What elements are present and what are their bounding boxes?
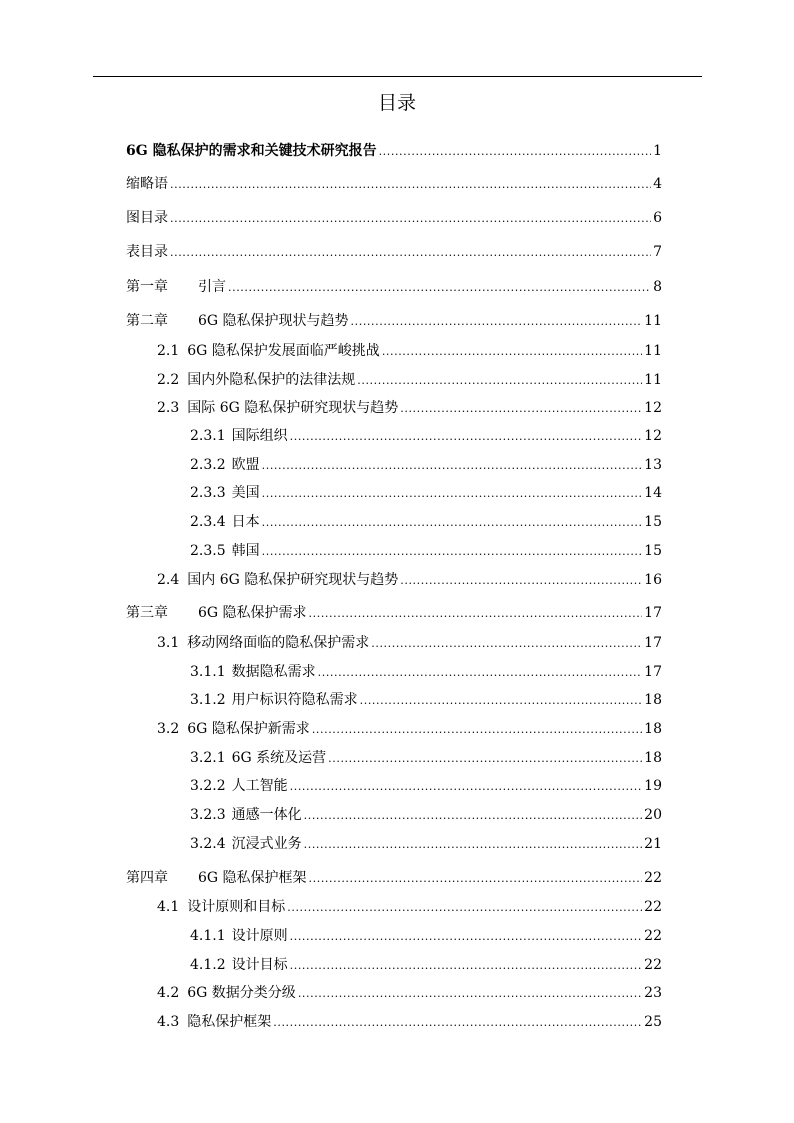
toc-entry[interactable] <box>190 776 662 796</box>
toc-entry-text: 通感一体化 <box>231 807 302 823</box>
toc-page-number: 1 <box>653 143 662 159</box>
toc-entry[interactable] <box>157 897 662 917</box>
toc-entry-text: 隐私保护框架 <box>187 1014 272 1030</box>
toc-entry-text: 日本 <box>231 514 260 530</box>
toc-entry-text: 美国 <box>231 485 260 501</box>
toc-entry-text: 设计目标 <box>231 957 288 973</box>
toc-entry-number: 4.1 <box>157 899 180 915</box>
toc-entry-text: 图目录 <box>126 210 168 226</box>
toc-page-number: 25 <box>644 1014 662 1030</box>
toc-dot-leader <box>400 399 642 419</box>
toc-entry-text: 韩国 <box>231 543 260 559</box>
toc-entry-number: 3.2.2 <box>190 778 226 794</box>
toc-entry-label <box>190 455 260 475</box>
toc-entry[interactable] <box>126 868 662 888</box>
toc-entry-label <box>126 242 168 262</box>
toc-entry-text: 6G 隐私保护的需求和关键技术研究报告 <box>126 143 377 159</box>
toc-entry-number: 3.2.3 <box>190 807 226 823</box>
toc-dot-leader <box>273 1013 642 1033</box>
toc-entry-label <box>190 541 260 561</box>
toc-dot-leader <box>318 663 643 683</box>
toc-entry-text: 设计原则 <box>231 928 288 944</box>
toc-page-number: 21 <box>644 836 662 852</box>
toc-page-number: 18 <box>644 721 662 737</box>
toc-entry-number: 4.1.2 <box>190 957 226 973</box>
toc-entry-number: 第四章 <box>126 870 168 886</box>
toc-dot-leader <box>262 484 643 504</box>
toc-entry-number: 2.3 <box>157 400 180 416</box>
toc-entry-label <box>190 748 326 768</box>
toc-entry[interactable] <box>190 805 662 825</box>
toc-entry-number: 4.3 <box>157 1014 180 1030</box>
toc-entry-number: 2.3.5 <box>190 543 226 559</box>
toc-page-number: 22 <box>644 899 662 915</box>
toc-page-number: 8 <box>653 279 662 295</box>
toc-entry[interactable] <box>190 512 662 532</box>
toc-entry-number: 第二章 <box>126 313 168 329</box>
toc-dot-leader <box>382 342 642 362</box>
toc-entry-label <box>126 141 377 161</box>
toc-entry[interactable] <box>126 242 662 262</box>
toc-entry-number: 3.2 <box>157 721 180 737</box>
toc-entry-text: 设计原则和目标 <box>187 899 286 915</box>
toc-entry[interactable] <box>126 141 662 161</box>
toc-entry[interactable] <box>126 174 662 194</box>
toc-entry-number: 3.2.4 <box>190 836 226 852</box>
toc-dot-leader <box>290 427 643 447</box>
toc-entry-label <box>157 719 310 739</box>
toc-entry-label <box>190 426 288 446</box>
toc-entry[interactable] <box>126 208 662 228</box>
toc-entry-text: 6G 隐私保护需求 <box>198 605 307 621</box>
toc-page-number: 11 <box>644 343 662 359</box>
toc-entry-number: 第三章 <box>126 605 168 621</box>
toc-entry[interactable] <box>190 926 662 946</box>
toc-page-number: 19 <box>644 778 662 794</box>
toc-entry-text: 国际组织 <box>231 428 288 444</box>
toc-entry-number: 3.1.2 <box>190 692 226 708</box>
toc-entry[interactable] <box>190 662 662 682</box>
toc-entry-label <box>157 398 398 418</box>
toc-entry-number: 3.2.1 <box>190 750 226 766</box>
toc-page-number: 20 <box>644 807 662 823</box>
toc-dot-leader <box>170 175 651 195</box>
toc-entry-number: 第一章 <box>126 279 168 295</box>
toc-dot-leader <box>304 806 643 826</box>
toc-entry-label <box>157 897 285 917</box>
toc-entry-label <box>126 868 307 888</box>
toc-entry[interactable] <box>157 341 662 361</box>
toc-entry-text: 沉浸式业务 <box>231 836 302 852</box>
toc-page-number: 6 <box>653 210 662 226</box>
toc-dot-leader <box>309 869 643 889</box>
toc-entry-label <box>190 955 288 975</box>
toc-dot-leader <box>357 371 642 391</box>
toc-dot-leader <box>228 278 651 298</box>
toc-dot-leader <box>262 542 643 562</box>
toc-page-number: 11 <box>644 313 662 329</box>
toc-dot-leader <box>170 209 651 229</box>
toc-dot-leader <box>262 513 643 533</box>
toc-entry-text: 6G 隐私保护框架 <box>198 870 307 886</box>
toc-page-number: 13 <box>644 457 662 473</box>
toc-page-number: 4 <box>653 176 662 192</box>
toc-entry-number: 3.1.1 <box>190 664 226 680</box>
toc-page-number: 22 <box>644 928 662 944</box>
toc-dot-leader <box>379 142 652 162</box>
toc-page-number: 7 <box>653 244 662 260</box>
toc-dot-leader <box>298 984 642 1004</box>
toc-entry[interactable] <box>190 834 662 854</box>
toc-dot-leader <box>290 777 643 797</box>
toc-dot-leader <box>360 691 643 711</box>
toc-entry-number: 2.3.2 <box>190 457 226 473</box>
toc-entry-text: 数据隐私需求 <box>231 664 316 680</box>
toc-entry[interactable] <box>190 690 662 710</box>
toc-page-number: 17 <box>644 664 662 680</box>
toc-entry-label <box>190 662 316 682</box>
toc-entry-text: 缩略语 <box>126 176 168 192</box>
toc-dot-leader <box>287 898 642 918</box>
toc-entry-label <box>190 483 260 503</box>
toc-entry[interactable] <box>157 370 662 390</box>
toc-dot-leader <box>312 720 642 740</box>
toc-page-number: 12 <box>644 428 662 444</box>
toc-entry[interactable] <box>157 719 662 739</box>
toc-entry-number: 2.2 <box>157 372 180 388</box>
toc-dot-leader <box>290 927 643 947</box>
toc-entry-label <box>190 690 358 710</box>
toc-entry-label <box>157 633 369 653</box>
toc-entry-text: 国内 6G 隐私保护研究现状与趋势 <box>187 572 399 588</box>
toc-page-number: 18 <box>644 750 662 766</box>
toc-entry-number: 2.1 <box>157 343 180 359</box>
toc-entry-label <box>157 341 380 361</box>
toc-entry-text: 6G 隐私保护现状与趋势 <box>198 313 349 329</box>
toc-entry[interactable] <box>126 277 662 297</box>
toc-page-number: 23 <box>644 985 662 1001</box>
toc-entry-label <box>126 311 349 331</box>
toc-page-number: 22 <box>644 957 662 973</box>
toc-entry-label <box>157 570 398 590</box>
toc-entry-text: 用户标识符隐私需求 <box>231 692 358 708</box>
toc-entry[interactable] <box>190 541 662 561</box>
toc-dot-leader <box>170 243 651 263</box>
toc-entry-label <box>190 805 302 825</box>
toc-entry-text: 移动网络面临的隐私保护需求 <box>187 635 370 651</box>
toc-entry-text: 6G 隐私保护新需求 <box>187 721 310 737</box>
toc-dot-leader <box>309 604 643 624</box>
toc-dot-leader <box>304 835 643 855</box>
toc-dot-leader <box>328 749 642 769</box>
toc-page-number: 22 <box>644 870 662 886</box>
toc-entry[interactable] <box>157 398 662 418</box>
toc-entry[interactable] <box>190 455 662 475</box>
toc-entry-label <box>190 776 288 796</box>
toc-page-number: 15 <box>644 514 662 530</box>
toc-entry[interactable] <box>157 983 662 1003</box>
toc-entry-label <box>190 512 260 532</box>
toc-entry-text: 国际 6G 隐私保护研究现状与趋势 <box>187 400 399 416</box>
toc-page-number: 18 <box>644 692 662 708</box>
toc-entry-label <box>157 983 296 1003</box>
toc-entry-text: 人工智能 <box>231 778 288 794</box>
toc-entry-text: 6G 系统及运营 <box>231 750 327 766</box>
toc-entry-number: 2.3.3 <box>190 485 226 501</box>
toc-entry[interactable] <box>157 570 662 590</box>
toc-entry-number: 2.3.1 <box>190 428 226 444</box>
toc-entry-number: 2.4 <box>157 572 180 588</box>
toc-entry-text: 6G 数据分类分级 <box>187 985 296 1001</box>
toc-dot-leader <box>400 571 642 591</box>
toc-entry-label <box>190 834 302 854</box>
toc-entry-label <box>157 370 355 390</box>
toc-entry[interactable] <box>157 1012 662 1032</box>
toc-entry-label <box>157 1012 271 1032</box>
toc-dot-leader <box>262 456 643 476</box>
toc-entry-label <box>126 277 226 297</box>
toc-page-number: 11 <box>644 372 662 388</box>
toc-entry[interactable] <box>126 603 662 623</box>
toc-page-number: 14 <box>644 485 662 501</box>
toc-entry-number: 4.1.1 <box>190 928 226 944</box>
toc-entry-text: 国内外隐私保护的法律法规 <box>187 372 356 388</box>
toc-dot-leader <box>371 634 642 654</box>
toc-entry[interactable] <box>190 426 662 446</box>
toc-entry-number: 4.2 <box>157 985 180 1001</box>
toc-dot-leader <box>290 956 643 976</box>
toc-entry-text: 欧盟 <box>231 457 260 473</box>
toc-entry-text: 引言 <box>198 279 226 295</box>
toc-entry[interactable] <box>190 748 662 768</box>
toc-page-number: 15 <box>644 543 662 559</box>
toc-entry-label <box>126 174 168 194</box>
toc-page-number: 17 <box>644 635 662 651</box>
toc-entry[interactable] <box>126 311 662 331</box>
toc-entry-number: 3.1 <box>157 635 180 651</box>
header-rule <box>93 76 702 77</box>
toc-entry[interactable] <box>157 633 662 653</box>
toc-page-number: 17 <box>644 605 662 621</box>
toc-entry-text: 6G 隐私保护发展面临严峻挑战 <box>187 343 380 359</box>
toc-page-number: 16 <box>644 572 662 588</box>
toc-entry-text: 表目录 <box>126 244 168 260</box>
toc-dot-leader <box>351 312 643 332</box>
toc-entry-label <box>190 926 288 946</box>
page-title: 目录 <box>377 92 416 114</box>
toc-entry-number: 2.3.4 <box>190 514 226 530</box>
toc-entry-label <box>126 603 307 623</box>
toc-entry-label <box>126 208 168 228</box>
toc-page-number: 12 <box>644 400 662 416</box>
toc-entry[interactable] <box>190 483 662 503</box>
toc-entry[interactable] <box>190 955 662 975</box>
